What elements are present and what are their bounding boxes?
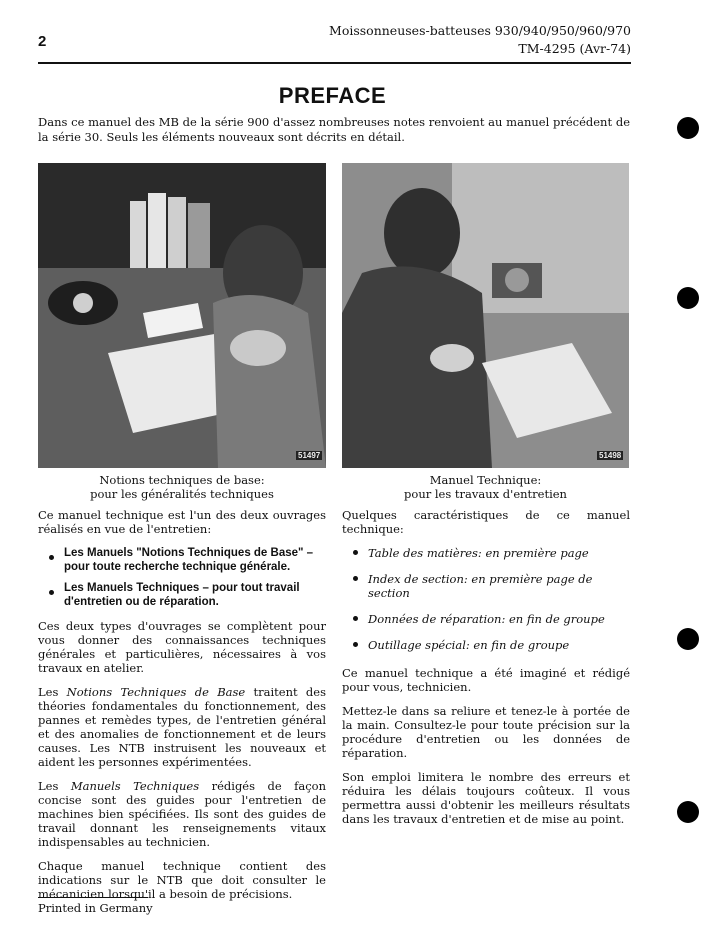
photo-technician-reading-binder <box>38 163 326 468</box>
left-paragraph-1: Ce manuel technique est l'un des deux ouvrages réalisés en vue de l'entretien: <box>38 508 326 536</box>
photo-right-id: 51498 <box>599 451 622 460</box>
right-paragraph-2: Ce manuel technique a été imaginé et rédigé pour vous, technicien. <box>342 666 630 694</box>
photo-left-id: 51497 <box>298 451 321 460</box>
footer-rule <box>38 897 148 898</box>
left-paragraph-5: Chaque manuel technique contient des indications sur le NTB que doit consulter le mécanicien lorsqu'il a besoin de précisions. <box>38 859 326 901</box>
binder-hole-icon <box>677 801 699 823</box>
header-rule <box>38 62 631 64</box>
photo-right-caption <box>342 473 629 501</box>
header-doc-code: TM-4295 (Avr-74) <box>518 41 631 56</box>
caption-left-line1: Notions techniques de base: <box>99 473 265 487</box>
list-item: Index de section: en première page de section <box>342 572 630 600</box>
right-paragraph-4: Son emploi limitera le nombre des erreurs et réduira les délais toujours coûteux. Il vous permettra aussi d'obtenir les meilleurs résultats dans les travaux d'entretien et de mise au point. <box>342 770 630 826</box>
bullet-icon <box>49 555 54 560</box>
bullet-icon <box>353 616 358 621</box>
bullet-icon <box>353 550 358 555</box>
left-paragraph-2: Ces deux types d'ouvrages se complètent pour vous donner des connaissances techniques générales et particulières, nécessaires à vos travaux en atelier. <box>38 619 326 675</box>
bullet-icon <box>49 590 54 595</box>
list-item: Outillage spécial: en fin de groupe <box>342 638 630 652</box>
left-paragraph-4: Les Manuels Techniques rédigés de façon concise sont des guides pour l'entretien de machines bien spécifiées. Ils sont des guides de travail donnant les renseignements vitaux indispensables au technicien. <box>38 779 327 849</box>
binder-hole-icon <box>677 628 699 650</box>
binder-hole-icon <box>677 287 699 309</box>
footer-printed-in: Printed in Germany <box>38 901 153 915</box>
list-item: Les Manuels Techniques – pour tout travail d'entretien ou de réparation. <box>38 581 326 609</box>
manual-types-list <box>38 546 326 609</box>
manual-features-list <box>342 546 630 652</box>
bullet-icon <box>353 576 358 581</box>
page-number: 2 <box>38 33 47 50</box>
left-text-column <box>38 508 326 911</box>
caption-right-line1: Manuel Technique: <box>429 473 542 487</box>
right-text-column <box>342 508 630 836</box>
right-paragraph-1: Quelques caractéristiques de ce manuel technique: <box>342 508 630 536</box>
caption-left-line2: pour les généralités techniques <box>90 487 274 501</box>
page-title: PREFACE <box>278 83 387 108</box>
header-model-line: Moissonneuses-batteuses 930/940/950/960/970 <box>329 23 631 38</box>
binder-hole-icon <box>677 117 699 139</box>
photo-left-caption <box>38 473 326 501</box>
right-paragraph-3: Mettez-le dans sa reliure et tenez-le à portée de la main. Consultez-le pour toute précision sur la procédure d'entretien ou les données de réparation. <box>342 704 630 760</box>
caption-right-line2: pour les travaux d'entretien <box>404 487 567 501</box>
list-item: Les Manuels "Notions Techniques de Base" – pour toute recherche technique générale. <box>38 546 326 574</box>
list-item: Table des matières: en première page <box>342 546 630 560</box>
bullet-icon <box>353 642 358 647</box>
left-paragraph-3: Les Notions Techniques de Base traitent des théories fondamentales du fonctionnement, des pannes et remèdes types, de l'entretien général et des anomalies de fonctionnement et de leurs causes. Les NTB instruisent les nouveaux et aident les personnes expérimentées. <box>38 685 326 769</box>
photo-technician-at-workbench <box>342 163 629 468</box>
intro-paragraph: Dans ce manuel des MB de la série 900 d'assez nombreuses notes renvoient au manuel précédent de la série 30. Seuls les éléments nouveaux sont décrits en détail. <box>38 115 630 144</box>
list-item: Données de réparation: en fin de groupe <box>342 612 630 626</box>
